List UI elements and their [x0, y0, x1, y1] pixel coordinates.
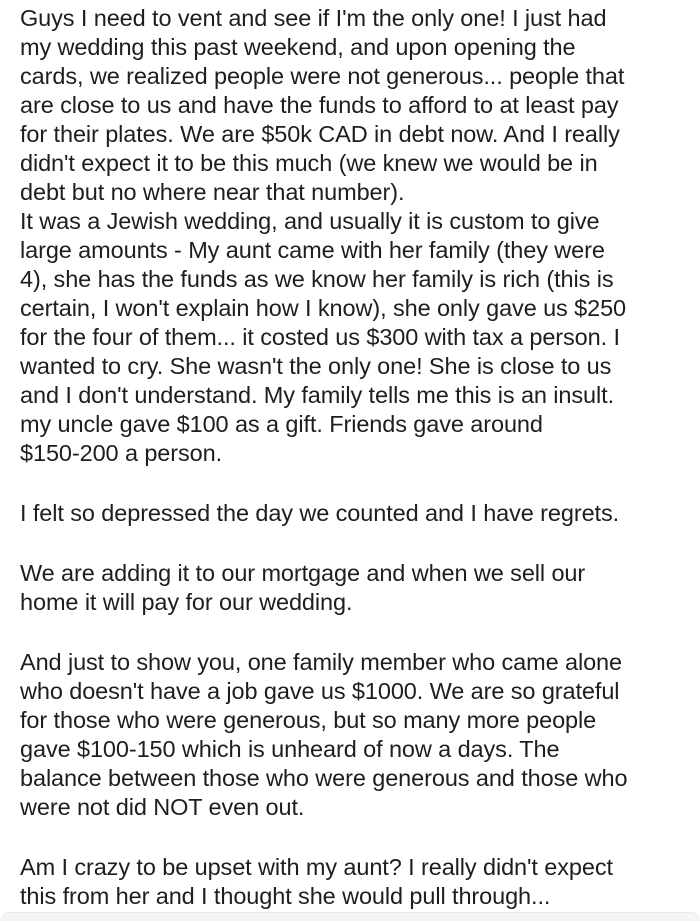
post-text-line: 4), she has the funds as we know her family is rich (this is [20, 266, 614, 292]
post-text-line: cards, we realized people were not generous... people that [20, 63, 625, 89]
post-text-line: We are adding it to our mortgage and when we sell our [20, 560, 586, 586]
post-text-line: $150-200 a person. [20, 440, 223, 466]
post-paragraph-spacer [20, 468, 686, 499]
post-text-line: for their plates. We are $50k CAD in debt now. And I really [20, 121, 620, 147]
post-paragraph-spacer [20, 528, 686, 559]
post-text-line: home it will pay for our wedding. [20, 589, 353, 615]
post-text-line: gave $100-150 which is unheard of now a days. The [20, 736, 560, 762]
post-text-line: And just to show you, one family member who came alone [20, 649, 622, 675]
post-text-line: Am I crazy to be upset with my aunt? I really didn't expect [20, 854, 613, 880]
bottom-sheet-edge [0, 912, 700, 921]
post-text-line: certain, I won't explain how I know), she only gave us $250 [20, 295, 627, 321]
post-text-line: who doesn't have a job gave us $1000. We are so grateful [20, 678, 620, 704]
post-text-line: wanted to cry. She wasn't the only one! She is close to us [20, 353, 612, 379]
post-text-line: my uncle gave $100 as a gift. Friends gave around [20, 411, 543, 437]
post-text-line: didn't expect it to be this much (we knew we would be in [20, 150, 598, 176]
post-text-line: are close to us and have the funds to afford to at least pay [20, 92, 619, 118]
post-text-line: for those who were generous, but so many more people [20, 707, 597, 733]
post-text-line: and I don't understand. My family tells me this is an insult. [20, 382, 614, 408]
post-text-line: this from her and I thought she would pull through... [20, 883, 551, 909]
post-text-line: I felt so depressed the day we counted and I have regrets. [20, 500, 620, 526]
post-text-line: Guys I need to vent and see if I'm the only one! I just had [20, 5, 607, 31]
post-text-line: were not did NOT even out. [20, 794, 305, 820]
post-text-line: large amounts - My aunt came with her family (they were [20, 237, 605, 263]
post-body [20, 4, 686, 911]
post-text-line: balance between those who were generous and those who [20, 765, 628, 791]
post-paragraph-spacer [20, 822, 686, 853]
post-text-line: for the four of them... it costed us $300 with tax a person. I [20, 324, 620, 350]
post-text-line: debt but no where near that number). [20, 179, 405, 205]
post-text-line: It was a Jewish wedding, and usually it is custom to give [20, 208, 600, 234]
post-paragraph-spacer [20, 617, 686, 648]
post-text-line: my wedding this past weekend, and upon opening the [20, 34, 576, 60]
